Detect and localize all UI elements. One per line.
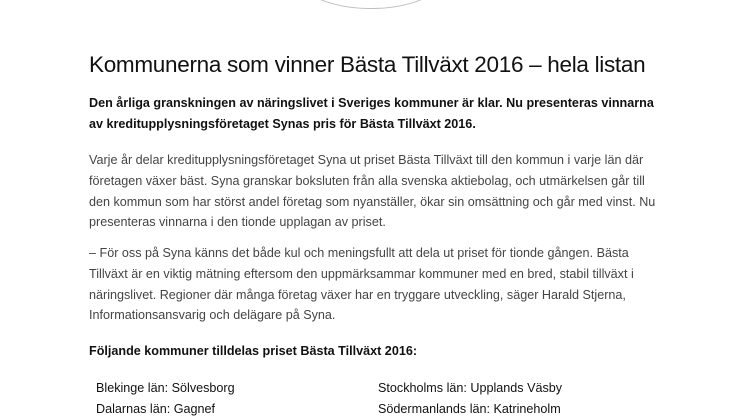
- article-lead: Den årliga granskningen av näringslivet i Sveriges kommuner är klar. Nu presenteras vinnarna av kreditupplysningsföretaget Synas pris för Bästa Tillväxt 2016.: [89, 96, 654, 131]
- article-title: Kommunerna som vinner Bästa Tillväxt 2016 – hela listan: [89, 52, 646, 77]
- winner-item: Blekinge län: Sölvesborg: [96, 381, 235, 395]
- winners-list-right: [378, 378, 562, 420]
- winner-item: Dalarnas län: Gagnef: [96, 402, 216, 416]
- logo-seal: [295, 0, 447, 9]
- article-paragraph: Varje år delar kreditupplysningsföretaget Syna ut priset Bästa Tillväxt till den kommun i varje län där företagen växer bäst. Syna granskar boksluten från alla svenska aktiebolag, och utmärkelsen går till den kommun som har störst andel företag som nyanställer, ökar sin omsättning och går med vinst. Nu presenteras vinnarna i den tionde upplagan av priset.: [89, 153, 656, 230]
- winner-item: Södermanlands län: Katrineholm: [378, 402, 561, 416]
- winner-item: Stockholms län: Upplands Väsby: [378, 381, 563, 395]
- winners-heading: Följande kommuner tilldelas priset Bästa Tillväxt 2016:: [89, 344, 418, 358]
- article-quote-paragraph: – För oss på Syna känns det både kul och meningsfullt att dela ut priset för tionde gången. Bästa Tillväxt är en viktig mätning eftersom den uppmärksammar kommuner med en bred, stabil tillväxt i näringslivet. Regioner där många företag växer har en tryggare utveckling, säger Harald Stjerna, Informationsansvarig och delägare på Syna.: [89, 246, 634, 323]
- winners-list-left: [96, 378, 235, 420]
